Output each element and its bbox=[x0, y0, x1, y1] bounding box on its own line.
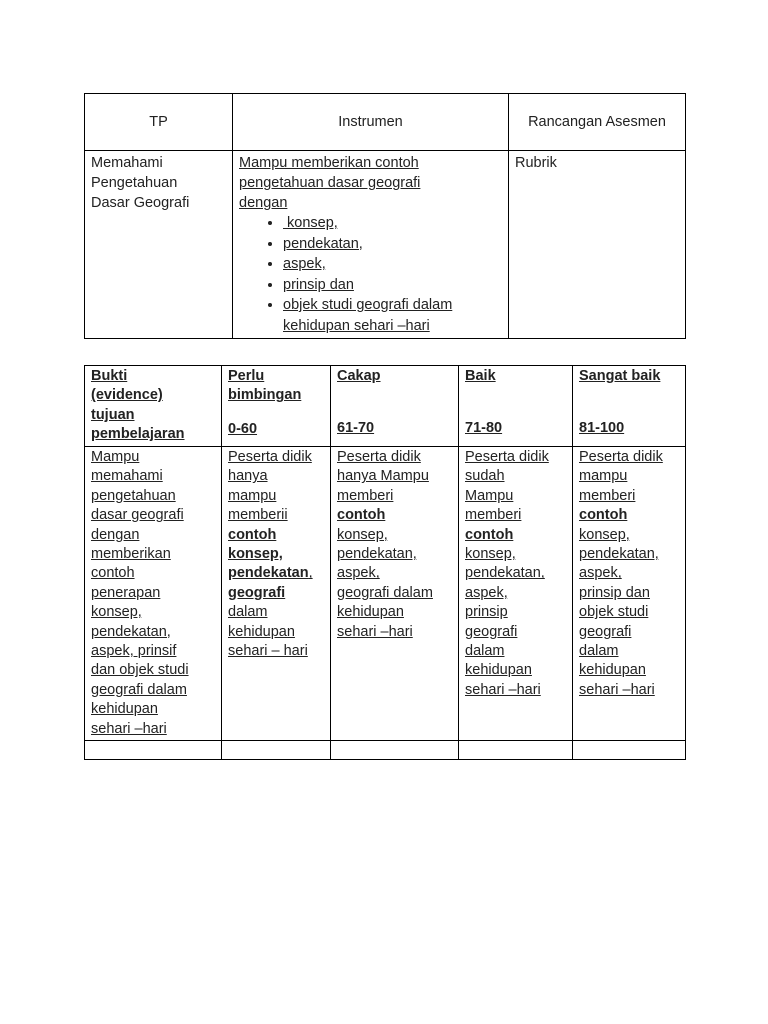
cell-line: kehidupan bbox=[337, 604, 404, 621]
cell-line bbox=[228, 564, 324, 583]
cell-line: memahami bbox=[91, 468, 163, 485]
header-bukti bbox=[85, 366, 222, 447]
instrumen-line: pengetahuan dasar geografi bbox=[239, 175, 421, 191]
baik-cell bbox=[459, 447, 573, 741]
cell-line: dalam bbox=[228, 604, 268, 621]
cell-line: geografi bbox=[465, 623, 518, 640]
header-line: Cakap bbox=[337, 368, 381, 384]
cell-line: pengetahuan bbox=[91, 487, 176, 504]
cell-line: geografi bbox=[579, 623, 632, 640]
score-range: 81-100 bbox=[579, 420, 625, 437]
cell-line: Peserta didik bbox=[579, 449, 663, 465]
header-instrumen: Instrumen bbox=[233, 94, 509, 151]
score-range: 0-60 bbox=[228, 420, 258, 437]
cell-line: contoh bbox=[337, 507, 386, 524]
empty-cell bbox=[459, 741, 573, 760]
cell-line: pendekatan, bbox=[465, 565, 545, 582]
asesmen-cell: Rubrik bbox=[509, 151, 686, 339]
header-rancangan-asesmen: Rancangan Asesmen bbox=[509, 94, 686, 151]
rubric-table bbox=[84, 365, 686, 760]
cell-line: mampu bbox=[579, 468, 628, 485]
instrumen-cell bbox=[233, 151, 509, 339]
list-item: • pendekatan, bbox=[283, 234, 502, 255]
tp-instrumen-table bbox=[84, 93, 686, 339]
header-line: tujuan bbox=[91, 406, 135, 423]
rubric-empty-row bbox=[85, 741, 686, 760]
score-range: 71-80 bbox=[465, 420, 503, 437]
header-baik bbox=[459, 366, 573, 447]
cell-line: Mampu bbox=[465, 487, 514, 504]
cell-line: contoh bbox=[465, 526, 514, 543]
cell-line: kehidupan bbox=[465, 662, 532, 679]
header-cakap bbox=[331, 366, 459, 447]
cakap-cell bbox=[331, 447, 459, 741]
header-perlu-bimbingan bbox=[222, 366, 331, 447]
cell-line: prinsip dan bbox=[579, 584, 650, 601]
cell-line: Peserta didik bbox=[465, 449, 549, 465]
cell-line: sehari –hari bbox=[579, 681, 655, 698]
cell-line: sehari –hari bbox=[337, 623, 413, 640]
tp-line: Memahami bbox=[91, 155, 163, 171]
header-line: (evidence) bbox=[91, 387, 163, 404]
cell-line: dengan bbox=[91, 526, 140, 543]
cell-line: pendekatan, bbox=[91, 623, 171, 640]
cell-line: sehari –hari bbox=[91, 720, 167, 737]
cell-line: Peserta didik bbox=[337, 449, 421, 465]
cell-line: contoh bbox=[91, 565, 135, 582]
header-line: Bukti bbox=[91, 368, 128, 384]
cell-line: dasar geografi bbox=[91, 507, 184, 524]
list-item: • objek studi geografi dalam kehidupan sehari –hari bbox=[283, 295, 502, 336]
cell-line: geografi dalam bbox=[91, 681, 187, 698]
cell-line: penerapan bbox=[91, 584, 161, 601]
instrumen-line: Mampu memberikan contoh bbox=[239, 155, 419, 171]
cell-line: konsep, bbox=[337, 526, 388, 543]
cell-line: sudah bbox=[465, 468, 505, 485]
instrumen-bullet-list bbox=[239, 213, 502, 336]
rubric-body-row bbox=[85, 447, 686, 741]
cell-text: , bbox=[308, 565, 313, 582]
header-line: Sangat baik bbox=[579, 368, 661, 384]
cell-line: hanya bbox=[228, 468, 268, 485]
empty-cell bbox=[222, 741, 331, 760]
cell-line: dan objek studi bbox=[91, 662, 189, 679]
cell-line: dalam bbox=[465, 643, 505, 660]
cell-line: aspek, prinsif bbox=[91, 643, 177, 660]
perlu-bimbingan-cell bbox=[222, 447, 331, 741]
empty-cell bbox=[85, 741, 222, 760]
cell-line: prinsip bbox=[465, 604, 508, 621]
table1-header-row bbox=[85, 94, 686, 151]
score-range: 61-70 bbox=[337, 420, 375, 437]
cell-line: objek studi bbox=[579, 604, 649, 621]
cell-line: sehari –hari bbox=[465, 681, 541, 698]
header-line: Perlu bbox=[228, 368, 265, 384]
cell-line: memberi bbox=[579, 487, 636, 504]
cell-line: Peserta didik bbox=[228, 449, 312, 465]
cell-line: aspek, bbox=[579, 565, 622, 582]
cell-line: memberi bbox=[465, 507, 522, 524]
cell-line: mampu bbox=[228, 487, 277, 504]
cell-line: konsep, bbox=[579, 526, 630, 543]
empty-cell bbox=[331, 741, 459, 760]
cell-line: memberikan bbox=[91, 546, 171, 563]
list-item: • aspek, bbox=[283, 254, 502, 275]
cell-line: geografi bbox=[228, 584, 286, 601]
header-line: pembelajaran bbox=[91, 426, 185, 443]
list-item: • konsep, bbox=[283, 213, 502, 234]
cell-line: hanya Mampu bbox=[337, 468, 429, 485]
cell-line: Mampu bbox=[91, 449, 140, 465]
cell-line: kehidupan bbox=[228, 623, 295, 640]
list-item: • prinsip dan bbox=[283, 275, 502, 296]
cell-line: kehidupan bbox=[579, 662, 646, 679]
cell-line: aspek, bbox=[465, 584, 508, 601]
cell-line: memberi bbox=[337, 487, 394, 504]
tp-line: Pengetahuan bbox=[91, 175, 178, 191]
cell-text: pendekatan bbox=[228, 565, 309, 582]
cell-line: pendekatan, bbox=[337, 546, 417, 563]
tp-line: Dasar Geografi bbox=[91, 195, 190, 211]
header-line: bimbingan bbox=[228, 387, 302, 404]
cell-line: contoh bbox=[579, 507, 628, 524]
cell-line: aspek, bbox=[337, 565, 380, 582]
bukti-cell bbox=[85, 447, 222, 741]
empty-cell bbox=[573, 741, 686, 760]
sangat-baik-cell bbox=[573, 447, 686, 741]
cell-line: konsep, bbox=[465, 546, 516, 563]
rubric-header-row bbox=[85, 366, 686, 447]
cell-line: dalam bbox=[579, 643, 619, 660]
cell-line: pendekatan, bbox=[579, 546, 659, 563]
cell-line: sehari – hari bbox=[228, 643, 308, 660]
header-tp: TP bbox=[85, 94, 233, 151]
cell-line: konsep, bbox=[228, 546, 283, 563]
cell-line: geografi dalam bbox=[337, 584, 433, 601]
instrumen-line: dengan bbox=[239, 195, 288, 211]
header-sangat-baik bbox=[573, 366, 686, 447]
cell-line: contoh bbox=[228, 526, 277, 543]
table1-body-row bbox=[85, 151, 686, 339]
tp-cell bbox=[85, 151, 233, 339]
header-line: Baik bbox=[465, 368, 496, 384]
cell-line: memberii bbox=[228, 507, 288, 524]
cell-line: konsep, bbox=[91, 604, 142, 621]
cell-line: kehidupan bbox=[91, 701, 158, 718]
